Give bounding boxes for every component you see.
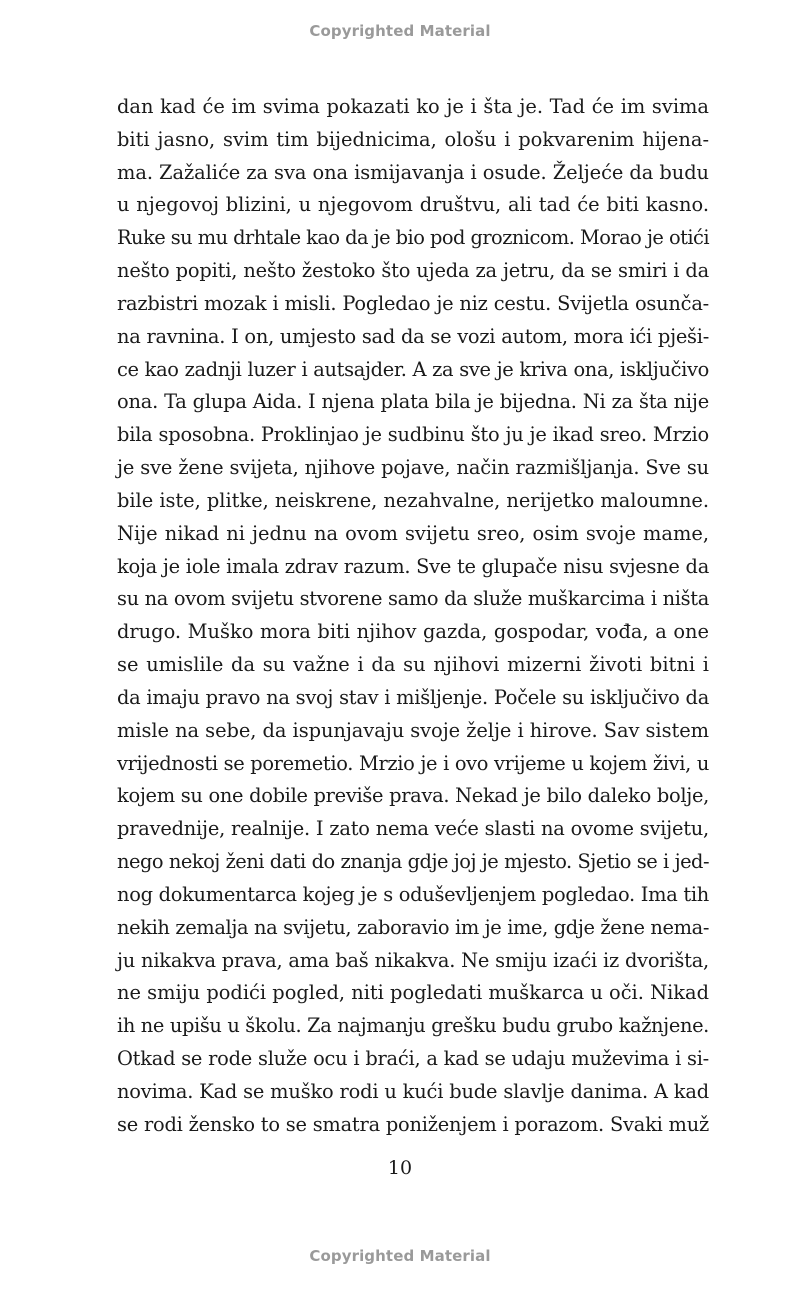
text-line: dan kad će im svima pokazati ko je i šta je. Tad će im svima [117, 95, 709, 118]
text-line: nog dokumentarca kojeg je s oduševljenjem pogledao. Ima tih [117, 882, 709, 906]
text-line: Otkad se rode služe ocu i braći, a kad se udaju muževima i si- [117, 1047, 709, 1071]
text-line: nešto popiti, nešto žestoko što ujeda za jetru, da se smiri i da [117, 259, 709, 283]
page-body-text [117, 91, 709, 1142]
text-line: Nije nikad ni jednu na ovom svijetu sreo, osim svoje mame, [117, 521, 709, 545]
text-line: da imaju pravo na svoj stav i mišljenje. Počele su isključivo da [117, 685, 709, 709]
text-line: novima. Kad se muško rodi u kući bude slavlje danima. A kad [117, 1079, 709, 1103]
text-line: nekih zemalja na svijetu, zaboravio im je ime, gdje žene nema- [117, 915, 709, 939]
page-number: 10 [387, 1157, 413, 1179]
copyright-watermark-bottom: Copyrighted Material [309, 1247, 491, 1265]
text-line: vrijednosti se poremetio. Mrzio je i ovo vrijeme u kojem živi, u [117, 751, 709, 775]
text-line: na ravnina. I on, umjesto sad da se vozi autom, mora ići pješi- [117, 324, 709, 348]
text-line: ne smiju podići pogled, niti pogledati muškarca u oči. Nikad [117, 981, 709, 1005]
text-line: kojem su one dobile previše prava. Nekad je bilo daleko bolje, [117, 784, 709, 808]
text-line: ih ne upišu u školu. Za najmanju grešku budu grubo kažnjene. [117, 1014, 709, 1038]
text-line: Ruke su mu drhtale kao da je bio pod groznicom. Morao je otići [117, 226, 709, 250]
text-line: drugo. Muško mora biti njihov gazda, gospodar, vođa, a one [117, 620, 709, 644]
text-line: ma. Zažaliće za sva ona ismijavanja i osude. Željeće da budu [117, 160, 709, 184]
text-line: razbistri mozak i misli. Pogledao je niz cestu. Svijetla osunča- [117, 291, 709, 315]
text-line: pravednije, realnije. I zato nema veće slasti na ovome svijetu, [117, 817, 709, 841]
copyright-watermark-top: Copyrighted Material [309, 22, 491, 40]
text-line: u njegovoj blizini, u njegovom društvu, ali tad će biti kasno. [117, 193, 709, 217]
text-line: je sve žene svijeta, njihove pojave, način razmišljanja. Sve su [117, 456, 709, 480]
text-line: misle na sebe, da ispunjavaju svoje želje i hirove. Sav sistem [117, 718, 709, 742]
text-line: biti jasno, svim tim bijednicima, ološu i pokvarenim hijena- [117, 127, 709, 151]
text-line: bile iste, plitke, neiskrene, nezahvalne, nerijetko maloumne. [117, 488, 709, 512]
text-line: bila sposobna. Proklinjao je sudbinu što ju je ikad sreo. Mrzio [117, 423, 709, 447]
text-line: su na ovom svijetu stvorene samo da služe muškarcima i ništa [117, 587, 709, 611]
text-line: se umislile da su važne i da su njihovi mizerni životi bitni i [117, 653, 709, 677]
text-line: se rodi žensko to se smatra poniženjem i porazom. Svaki muž [117, 1112, 709, 1136]
text-line: koja je iole imala zdrav razum. Sve te glupače nisu svjesne da [117, 554, 709, 578]
text-line: ona. Ta glupa Aida. I njena plata bila je bijedna. Ni za šta nije [117, 390, 709, 414]
text-line: nego nekoj ženi dati do znanja gdje joj je mjesto. Sjetio se i jed- [117, 850, 709, 874]
text-line: ju nikakva prava, ama baš nikakva. Ne smiju izaći iz dvorišta, [117, 948, 709, 972]
text-line: ce kao zadnji luzer i autsajder. A za sve je kriva ona, isključivo [117, 357, 709, 381]
